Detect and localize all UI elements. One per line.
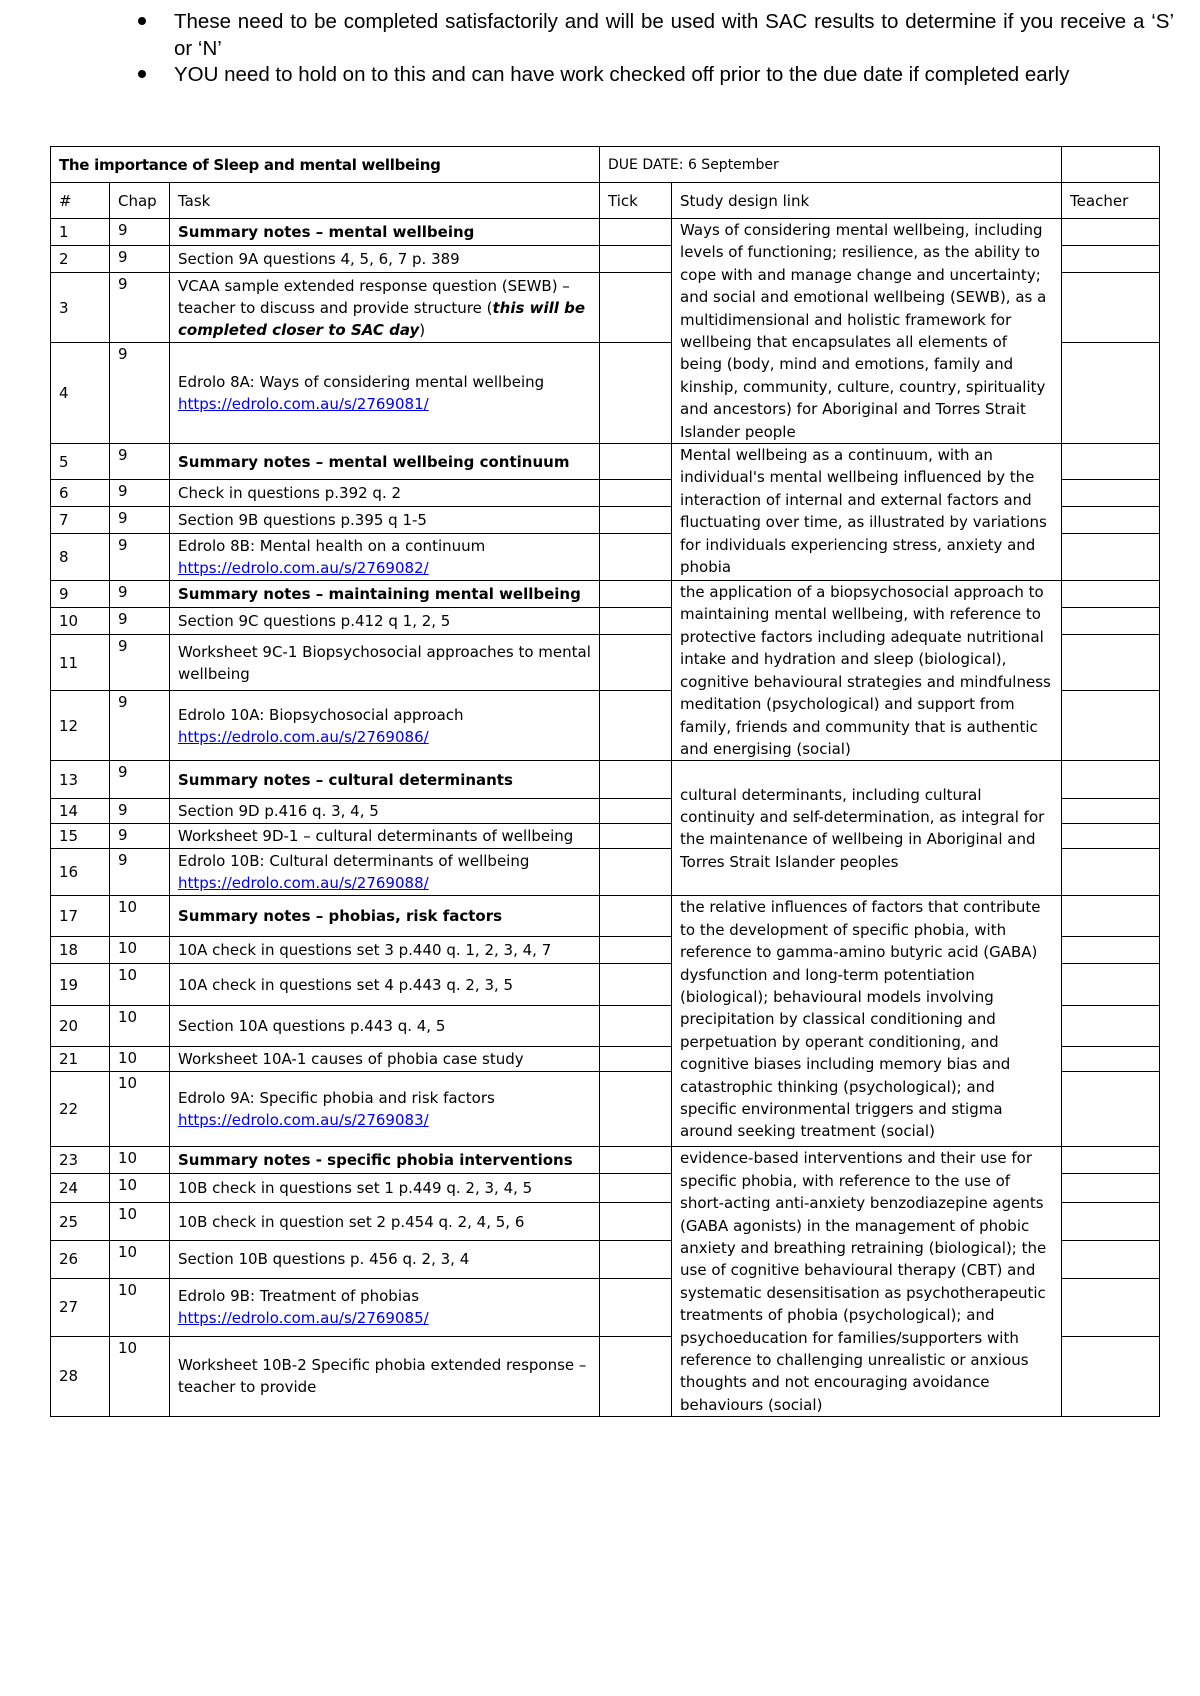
table-row: 13 9 Summary notes – cultural determinants cultural determinants, including cultural continuity and self-determination, as integral for the maintenance of wellbeing in Aboriginal and Torres Strait Islander peoples [51, 761, 1160, 799]
table-row: 20 10 Section 10A questions p.443 q. 4, 5 [51, 1006, 1160, 1047]
teacher-signoff[interactable] [1062, 1072, 1160, 1147]
tick-box[interactable] [600, 849, 672, 896]
tick-box[interactable] [600, 219, 672, 246]
table-row: 23 10 Summary notes - specific phobia interventions evidence-based interventions and their use for specific phobia, with reference to the use of short-acting anti-anxiety benzodiazepine agents (GABA agonists) in the management of phobic anxiety and breathing retraining (biological); the use of cognitive behavioural therapy (CBT) and systematic desensitisation as psychotherapeutic treatments of phobia (psychological); and psychoeducation for families/supporters with reference to challenging unrealistic or anxious thoughts and not encouraging avoidance behaviours (social) [51, 1147, 1160, 1173]
tick-box[interactable] [600, 507, 672, 534]
teacher-signoff[interactable] [1062, 1336, 1160, 1416]
table-row: 28 10 Worksheet 10B-2 Specific phobia extended response – teacher to provide [51, 1336, 1160, 1416]
table-row: 8 9 Edrolo 8B: Mental health on a continuum https://edrolo.com.au/s/2769082/ [51, 534, 1160, 581]
tick-box[interactable] [600, 480, 672, 507]
tick-box[interactable] [600, 1047, 672, 1072]
teacher-signoff[interactable] [1062, 1173, 1160, 1203]
teacher-signoff[interactable] [1062, 1278, 1160, 1336]
teacher-signoff[interactable] [1062, 761, 1160, 799]
bullet-icon [138, 70, 146, 78]
tick-box[interactable] [600, 1006, 672, 1047]
table-row: 27 10 Edrolo 9B: Treatment of phobias https://edrolo.com.au/s/2769085/ [51, 1278, 1160, 1336]
study-design-link: the relative influences of factors that contribute to the development of specific phobia, with reference to gamma-amino butyric acid (GABA) dysfunction and long-term potentiation (biological); behavioural models involving precipitation by classical conditioning and perpetuation by operant conditioning, and cognitive biases including memory bias and catastrophic thinking (psychological); and specific environmental triggers and stigma around seeking treatment (social) [672, 896, 1062, 1147]
teacher-signoff[interactable] [1062, 896, 1160, 937]
edrolo-link[interactable]: https://edrolo.com.au/s/2769082/ [178, 559, 429, 578]
study-design-link: Ways of considering mental wellbeing, including levels of functioning; resilience, as the ability to cope with and manage change and uncertainty; and social and emotional wellbeing (SEWB), as a multidimensional and holistic framework for wellbeing that encapsulates all elements of being (body, mind and emotions, family and kinship, community, culture, country, spirituality and ancestors) for Aboriginal and Torres Strait Islander people [672, 219, 1062, 444]
teacher-signoff[interactable] [1062, 1147, 1160, 1173]
teacher-signoff[interactable] [1062, 343, 1160, 444]
tick-box[interactable] [600, 1278, 672, 1336]
task-checklist-table [50, 146, 1160, 1417]
teacher-signoff[interactable] [1062, 480, 1160, 507]
edrolo-link[interactable]: https://edrolo.com.au/s/2769088/ [178, 874, 429, 893]
tick-box[interactable] [600, 246, 672, 273]
table-row: 7 9 Section 9B questions p.395 q 1-5 [51, 507, 1160, 534]
table-row: 3 9 VCAA sample extended response question (SEWB) – teacher to discuss and provide structure (this will be completed closer to SAC day) [51, 273, 1160, 343]
table-row: 22 10 Edrolo 9A: Specific phobia and risk factors https://edrolo.com.au/s/2769083/ [51, 1072, 1160, 1147]
edrolo-link[interactable]: https://edrolo.com.au/s/2769083/ [178, 1111, 429, 1130]
teacher-signoff[interactable] [1062, 937, 1160, 964]
table-row: 2 9 Section 9A questions 4, 5, 6, 7 p. 389 [51, 246, 1160, 273]
tick-box[interactable] [600, 1147, 672, 1173]
table-title-row [51, 147, 1160, 183]
edrolo-link[interactable]: https://edrolo.com.au/s/2769085/ [178, 1309, 429, 1328]
tick-box[interactable] [600, 581, 672, 608]
teacher-signoff[interactable] [1062, 246, 1160, 273]
table-row: 9 9 Summary notes – maintaining mental wellbeing the application of a biopsychosocial approach to maintaining mental wellbeing, with reference to protective factors including adequate nutritional intake and hydration and sleep (biological), cognitive behavioural strategies and mindfulness meditation (psychological) and support from family, friends and community that is authentic and energising (social) [51, 581, 1160, 608]
teacher-signoff[interactable] [1062, 1047, 1160, 1072]
table-row: 18 10 10A check in questions set 3 p.440 q. 1, 2, 3, 4, 7 [51, 937, 1160, 964]
column-header-teacher: Teacher [1062, 183, 1160, 219]
teacher-signoff[interactable] [1062, 608, 1160, 635]
study-design-link: cultural determinants, including cultural continuity and self-determination, as integral for the maintenance of wellbeing in Aboriginal and Torres Strait Islander peoples [672, 761, 1062, 896]
tick-box[interactable] [600, 964, 672, 1006]
column-header-num: # [51, 183, 110, 219]
tick-box[interactable] [600, 1336, 672, 1416]
table-row: 6 9 Check in questions p.392 q. 2 [51, 480, 1160, 507]
teacher-signoff[interactable] [1062, 273, 1160, 343]
table-title: The importance of Sleep and mental wellbeing [51, 147, 600, 183]
teacher-signoff[interactable] [1062, 799, 1160, 824]
tick-box[interactable] [600, 444, 672, 480]
table-row: 10 9 Section 9C questions p.412 q 1, 2, 5 [51, 608, 1160, 635]
table-row: 14 9 Section 9D p.416 q. 3, 4, 5 [51, 799, 1160, 824]
column-header-study-link: Study design link [672, 183, 1062, 219]
tick-box[interactable] [600, 1173, 672, 1203]
tick-box[interactable] [600, 534, 672, 581]
tick-box[interactable] [600, 1072, 672, 1147]
tick-box[interactable] [600, 343, 672, 444]
tick-box[interactable] [600, 896, 672, 937]
edrolo-link[interactable]: https://edrolo.com.au/s/2769086/ [178, 727, 429, 746]
study-design-link: the application of a biopsychosocial approach to maintaining mental wellbeing, with reference to protective factors including adequate nutritional intake and hydration and sleep (biological), cognitive behavioural strategies and mindfulness meditation (psychological) and support from family, friends and community that is authentic and energising (social) [672, 581, 1062, 761]
teacher-signoff[interactable] [1062, 691, 1160, 761]
table-row: 4 9 Edrolo 8A: Ways of considering mental wellbeing https://edrolo.com.au/s/2769081/ [51, 343, 1160, 444]
teacher-signoff[interactable] [1062, 964, 1160, 1006]
tick-box[interactable] [600, 273, 672, 343]
intro-bullet-list [130, 8, 1174, 96]
table-row: 5 9 Summary notes – mental wellbeing continuum Mental wellbeing as a continuum, with an individual's mental wellbeing influenced by the interaction of internal and external factors and fluctuating over time, as illustrated by variations for individuals experiencing stress, anxiety and phobia [51, 444, 1160, 480]
column-header-tick: Tick [600, 183, 672, 219]
teacher-signoff[interactable] [1062, 824, 1160, 849]
teacher-signoff[interactable] [1062, 581, 1160, 608]
table-row: 1 9 Summary notes – mental wellbeing Ways of considering mental wellbeing, including levels of functioning; resilience, as the ability to cope with and manage change and uncertainty; and social and emotional wellbeing (SEWB), as a multidimensional and holistic framework for wellbeing that encapsulates all elements of being (body, mind and emotions, family and kinship, community, culture, country, spirituality and ancestors) for Aboriginal and Torres Strait Islander people [51, 219, 1160, 246]
tick-box[interactable] [600, 1203, 672, 1241]
teacher-signoff[interactable] [1062, 1203, 1160, 1241]
tick-box[interactable] [600, 799, 672, 824]
teacher-signoff[interactable] [1062, 507, 1160, 534]
teacher-signoff[interactable] [1062, 444, 1160, 480]
intro-bullet: YOU need to hold on to this and can have work checked off prior to the due date if completed early [130, 61, 1174, 97]
tick-box[interactable] [600, 608, 672, 635]
tick-box[interactable] [600, 937, 672, 964]
due-date-cell: DUE DATE: 6 September [600, 147, 1062, 183]
table-row: 17 10 Summary notes – phobias, risk factors the relative influences of factors that contribute to the development of specific phobia, with reference to gamma-amino butyric acid (GABA) dysfunction and long-term potentiation (biological); behavioural models involving precipitation by classical conditioning and perpetuation by operant conditioning, and cognitive biases including memory bias and catastrophic thinking (psychological); and specific environmental triggers and stigma around seeking treatment (social) [51, 896, 1160, 937]
tick-box[interactable] [600, 691, 672, 761]
tick-box[interactable] [600, 635, 672, 691]
table-row: 24 10 10B check in questions set 1 p.449 q. 2, 3, 4, 5 [51, 1173, 1160, 1203]
table-row: 11 9 Worksheet 9C-1 Biopsychosocial approaches to mental wellbeing [51, 635, 1160, 691]
tick-box[interactable] [600, 824, 672, 849]
teacher-signoff[interactable] [1062, 849, 1160, 896]
tick-box[interactable] [600, 761, 672, 799]
teacher-signoff[interactable] [1062, 635, 1160, 691]
teacher-signoff[interactable] [1062, 534, 1160, 581]
teacher-signoff[interactable] [1062, 1006, 1160, 1047]
table-row: 16 9 Edrolo 10B: Cultural determinants of wellbeing https://edrolo.com.au/s/2769088/ [51, 849, 1160, 896]
study-design-link: evidence-based interventions and their use for specific phobia, with reference to the use of short-acting anti-anxiety benzodiazepine agents (GABA agonists) in the management of phobic anxiety and breathing retraining (biological); the use of cognitive behavioural therapy (CBT) and systematic desensitisation as psychotherapeutic treatments of phobia (psychological); and psychoeducation for families/supporters with reference to challenging unrealistic or anxious thoughts and not encouraging avoidance behaviours (social) [672, 1147, 1062, 1417]
edrolo-link[interactable]: https://edrolo.com.au/s/2769081/ [178, 395, 429, 414]
teacher-signoff[interactable] [1062, 1240, 1160, 1278]
column-header-task: Task [170, 183, 600, 219]
table-row: 26 10 Section 10B questions p. 456 q. 2, 3, 4 [51, 1240, 1160, 1278]
table-row: 25 10 10B check in question set 2 p.454 q. 2, 4, 5, 6 [51, 1203, 1160, 1241]
due-date: 6 September [687, 156, 779, 173]
table-row: 21 10 Worksheet 10A-1 causes of phobia case study [51, 1047, 1160, 1072]
table-row: 15 9 Worksheet 9D-1 – cultural determinants of wellbeing [51, 824, 1160, 849]
table-row: 19 10 10A check in questions set 4 p.443 q. 2, 3, 5 [51, 964, 1160, 1006]
table-header-row [51, 183, 1160, 219]
column-header-chap: Chap [110, 183, 170, 219]
empty-cell [1062, 147, 1160, 183]
bullet-icon [138, 17, 146, 25]
tick-box[interactable] [600, 1240, 672, 1278]
study-design-link: Mental wellbeing as a continuum, with an individual's mental wellbeing influenced by the interaction of internal and external factors and fluctuating over time, as illustrated by variations for individuals experiencing stress, anxiety and phobia [672, 444, 1062, 581]
table-row: 12 9 Edrolo 10A: Biopsychosocial approach https://edrolo.com.au/s/2769086/ [51, 691, 1160, 761]
teacher-signoff[interactable] [1062, 219, 1160, 246]
intro-bullet: These need to be completed satisfactorily and will be used with SAC results to determine if you receive a ‘S’ or ‘N’ [130, 8, 1174, 62]
